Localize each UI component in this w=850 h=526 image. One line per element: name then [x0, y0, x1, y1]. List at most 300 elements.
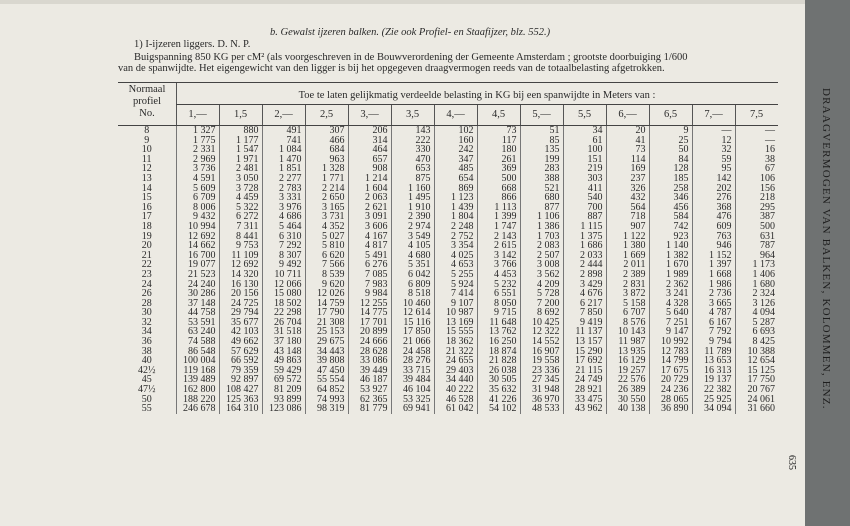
load-value: 21 828	[477, 356, 520, 366]
load-value: 4 817	[348, 241, 391, 251]
load-value: 84	[649, 155, 692, 165]
load-value: 185	[649, 174, 692, 184]
load-value: 3 354	[434, 241, 477, 251]
profile-number: 24	[141, 279, 152, 290]
load-value: 700	[563, 203, 606, 213]
load-value: 92 897	[219, 375, 262, 385]
table-row	[118, 241, 778, 251]
description-line-1: Buigspanning 850 KG per cM² (als voorgeschreven in de Bouwverordening der Gemeente Amsterdam ; grootste doorbuiging 1/600	[134, 52, 688, 63]
load-value: 46 528	[434, 395, 477, 405]
load-value: 74 588	[176, 337, 219, 347]
load-value: 540	[563, 193, 606, 203]
column-separator	[434, 105, 435, 126]
profile-number: 34	[141, 327, 152, 338]
load-value: 491	[262, 126, 305, 136]
load-value: 2 033	[563, 251, 606, 261]
load-value: 218	[735, 193, 778, 203]
load-value: 2 362	[649, 280, 692, 290]
span-column-label: 6,—	[618, 109, 637, 120]
load-value: 24 655	[434, 356, 477, 366]
load-value: 21 523	[176, 270, 219, 280]
load-value: 6 707	[606, 308, 649, 318]
load-value: 21 115	[563, 366, 606, 376]
load-value: 5 027	[305, 232, 348, 242]
load-value: 718	[606, 212, 649, 222]
load-value: 13 157	[563, 337, 606, 347]
load-value: 2 011	[606, 260, 649, 270]
load-value: 668	[477, 184, 520, 194]
load-value: 6 042	[391, 270, 434, 280]
load-value: 869	[434, 184, 477, 194]
page-edge	[0, 0, 805, 4]
load-value: 9 620	[305, 280, 348, 290]
column-separator	[520, 105, 521, 126]
load-value: 17 692	[563, 356, 606, 366]
load-value: 283	[520, 164, 563, 174]
load-value: 10 994	[176, 222, 219, 232]
load-value: 17 850	[391, 327, 434, 337]
profile-number: 17	[141, 212, 152, 222]
load-value: 24 725	[219, 299, 262, 309]
load-value: 2 389	[606, 270, 649, 280]
load-value: 2 752	[434, 232, 477, 242]
load-value: 1 382	[649, 251, 692, 261]
table-row	[118, 366, 778, 376]
load-value: 28 276	[391, 356, 434, 366]
load-value: 4 025	[434, 251, 477, 261]
load-value: 95	[692, 164, 735, 174]
profile-number: 23	[141, 269, 152, 280]
load-value: 30 550	[606, 395, 649, 405]
load-value: 12 026	[305, 289, 348, 299]
load-value: 18 502	[262, 299, 305, 309]
load-value: 46 187	[348, 375, 391, 385]
load-value: 9 419	[563, 318, 606, 328]
load-value: 6 551	[477, 289, 520, 299]
load-value: 8 006	[176, 203, 219, 213]
load-value: 466	[305, 136, 348, 146]
load-value: 964	[735, 251, 778, 261]
load-value: 4 459	[219, 193, 262, 203]
profile-number: 11	[141, 154, 152, 165]
load-value: 1 971	[219, 155, 262, 165]
load-value: 41	[606, 136, 649, 146]
load-value: 86 548	[176, 347, 219, 357]
load-value: 4 167	[348, 232, 391, 242]
load-value: 3 091	[348, 212, 391, 222]
load-value: 25 153	[305, 327, 348, 337]
load-value: 12 692	[176, 232, 219, 242]
load-value: 654	[434, 174, 477, 184]
column-separator	[735, 105, 736, 126]
load-value: 40 222	[434, 385, 477, 395]
load-value: 609	[692, 222, 735, 232]
column-separator	[477, 105, 478, 126]
load-value: 33 475	[563, 395, 606, 405]
load-value: 39 449	[348, 366, 391, 376]
load-value: 81 209	[262, 385, 305, 395]
load-value: 1 775	[176, 136, 219, 146]
load-value: 125 363	[219, 395, 262, 405]
load-value: 2 615	[477, 241, 520, 251]
load-value: 222	[391, 136, 434, 146]
load-value: 34 443	[305, 347, 348, 357]
load-value: 139 489	[176, 375, 219, 385]
load-value: 33 086	[348, 356, 391, 366]
load-value: 39 484	[391, 375, 434, 385]
table-row	[118, 174, 778, 184]
span-column-label: 1,—	[188, 109, 207, 120]
load-value: 4 094	[735, 308, 778, 318]
load-value: 114	[606, 155, 649, 165]
load-value: 3 976	[262, 203, 305, 213]
load-value: 26 704	[262, 318, 305, 328]
load-value: 12 654	[735, 356, 778, 366]
load-value: 3 562	[520, 270, 563, 280]
load-value: 1 851	[262, 164, 305, 174]
col-header-profile: Normaal profiel No.	[128, 84, 166, 119]
load-value: 15 290	[563, 347, 606, 357]
table-row	[118, 155, 778, 165]
load-value: 369	[477, 164, 520, 174]
load-value: 28 921	[563, 385, 606, 395]
load-value: 1 380	[606, 241, 649, 251]
load-value: 14 759	[305, 299, 348, 309]
load-value: 17 701	[348, 318, 391, 328]
load-value: 16 907	[520, 347, 563, 357]
load-value: 57 629	[219, 347, 262, 357]
span-column-label: 3,5	[405, 109, 420, 120]
load-value: 5 640	[649, 308, 692, 318]
load-value: 4 591	[176, 174, 219, 184]
load-value: 1 122	[606, 232, 649, 242]
load-value: 24 666	[348, 337, 391, 347]
span-column-label: 4,5	[491, 109, 506, 120]
table-row	[118, 270, 778, 280]
load-value: 8 441	[219, 232, 262, 242]
load-value: 59	[692, 155, 735, 165]
table-row	[118, 222, 778, 232]
profile-number: 19	[141, 231, 152, 242]
column-separator	[563, 105, 564, 126]
load-value: 1 386	[520, 222, 563, 232]
load-value: 1 804	[434, 212, 477, 222]
page-number: 635	[786, 455, 797, 470]
load-value: 135	[520, 145, 563, 155]
load-value: 81 779	[348, 404, 391, 414]
load-value: 276	[692, 193, 735, 203]
load-value: 59 429	[262, 366, 305, 376]
column-separator	[649, 105, 650, 126]
load-value: 1 173	[735, 260, 778, 270]
load-value: 31 518	[262, 327, 305, 337]
load-value: 34 440	[434, 375, 477, 385]
span-column-label: 7,—	[704, 109, 723, 120]
load-value: 3 050	[219, 174, 262, 184]
load-value: 742	[649, 222, 692, 232]
load-value: 20 767	[735, 385, 778, 395]
profile-number: 20	[141, 241, 152, 251]
column-separator	[391, 105, 392, 126]
load-value: 307	[305, 126, 348, 136]
load-value: 93 899	[262, 395, 305, 405]
load-value: 36 970	[520, 395, 563, 405]
load-value: 14 662	[176, 241, 219, 251]
column-separator	[305, 105, 306, 126]
load-value: 13 935	[606, 347, 649, 357]
load-value: 564	[606, 203, 649, 213]
load-value: 100 004	[176, 356, 219, 366]
load-value: 684	[305, 145, 348, 155]
load-value: 24 236	[649, 385, 692, 395]
load-value: 464	[348, 145, 391, 155]
load-value: 5 232	[477, 280, 520, 290]
span-column-label: 1,5	[233, 109, 248, 120]
load-value: 2 969	[176, 155, 219, 165]
table-row	[118, 193, 778, 203]
load-value: 584	[649, 212, 692, 222]
load-value: 20 729	[649, 375, 692, 385]
load-value: 2 507	[520, 251, 563, 261]
load-value: 6 809	[391, 280, 434, 290]
load-value: 63 240	[176, 327, 219, 337]
load-value: 500	[477, 174, 520, 184]
load-value: 5 322	[219, 203, 262, 213]
column-separator	[219, 105, 220, 126]
load-value: 62 365	[348, 395, 391, 405]
span-column-label: 3,—	[360, 109, 379, 120]
load-value: 43 962	[563, 404, 606, 414]
load-value: 66 592	[219, 356, 262, 366]
load-value: 24 061	[735, 395, 778, 405]
load-value: 19 137	[692, 375, 735, 385]
table-row	[118, 280, 778, 290]
load-value: 69 941	[391, 404, 434, 414]
load-value: 9	[649, 126, 692, 136]
load-value: 521	[520, 184, 563, 194]
load-value: 432	[606, 193, 649, 203]
table-row	[118, 289, 778, 299]
load-value: 1 703	[520, 232, 563, 242]
load-value: 6 310	[262, 232, 305, 242]
load-value: 37 148	[176, 299, 219, 309]
load-value: 8 050	[477, 299, 520, 309]
load-value: 17 750	[735, 375, 778, 385]
load-value: 12 322	[520, 327, 563, 337]
load-value: 19 558	[520, 356, 563, 366]
load-value: 1 140	[649, 241, 692, 251]
load-value: 7 200	[520, 299, 563, 309]
load-value: 2 444	[563, 260, 606, 270]
load-value: 1 670	[649, 260, 692, 270]
load-value: 7 251	[649, 318, 692, 328]
load-value: 2 481	[219, 164, 262, 174]
load-value: 9 432	[176, 212, 219, 222]
load-value: 206	[348, 126, 391, 136]
load-value: 4 653	[434, 260, 477, 270]
section-subtitle: b. Gewalst ijzeren balken. (Zie ook Profiel- en Staafijzer, blz. 552.)	[270, 27, 551, 38]
description-line-2: van de spanwijdte. Het eigengewicht van den ligger is bij het opgegeven draagvermogen reeds van de totaalbelasting afgetrokken.	[118, 63, 665, 74]
load-value: 9 492	[262, 260, 305, 270]
load-value: 12 614	[391, 308, 434, 318]
load-value: 9 794	[692, 337, 735, 347]
section-title: 1) I-ijzeren liggers. D. N. P.	[134, 39, 251, 50]
load-value: 21 066	[391, 337, 434, 347]
load-value: 3 731	[305, 212, 348, 222]
load-value: 1 397	[692, 260, 735, 270]
load-value: 37 180	[262, 337, 305, 347]
load-value: 1 160	[391, 184, 434, 194]
load-value: 246 678	[176, 404, 219, 414]
load-value: 1 747	[477, 222, 520, 232]
table-row	[118, 356, 778, 366]
load-value: 6 167	[692, 318, 735, 328]
load-value: 3 165	[305, 203, 348, 213]
load-value: 27 345	[520, 375, 563, 385]
load-value: 4 686	[262, 212, 305, 222]
load-value: 13 169	[434, 318, 477, 328]
load-value: 24 749	[563, 375, 606, 385]
load-value: 61	[563, 136, 606, 146]
load-value: 10 425	[520, 318, 563, 328]
load-value: 29 794	[219, 308, 262, 318]
load-value: 7 850	[563, 308, 606, 318]
load-value: 14 552	[520, 337, 563, 347]
load-value: 24 240	[176, 280, 219, 290]
load-value: 2 063	[348, 193, 391, 203]
load-value: 4 328	[649, 299, 692, 309]
load-value: 29 403	[434, 366, 477, 376]
load-value: 1 106	[520, 212, 563, 222]
load-table	[118, 126, 778, 414]
table-row	[118, 212, 778, 222]
load-value: 26 389	[606, 385, 649, 395]
running-title: DRAAGVERMOGEN VAN BALKEN, KOLOMMEN, ENZ.	[820, 88, 832, 410]
load-value: 1 084	[262, 145, 305, 155]
load-value: 5 491	[348, 251, 391, 261]
load-value: 43 148	[262, 347, 305, 357]
load-value: 35 632	[477, 385, 520, 395]
load-value: 19 257	[606, 366, 649, 376]
profile-number: 21	[141, 250, 152, 261]
load-value: 28 628	[348, 347, 391, 357]
load-value: 8 539	[305, 270, 348, 280]
load-value: 9 984	[348, 289, 391, 299]
load-value: 657	[348, 155, 391, 165]
load-value: 180	[477, 145, 520, 155]
load-value: 51	[520, 126, 563, 136]
load-value: 219	[563, 164, 606, 174]
load-value: 7 566	[305, 260, 348, 270]
load-value: 49 863	[262, 356, 305, 366]
table-row	[118, 136, 778, 146]
load-value: 456	[649, 203, 692, 213]
load-value: 16 130	[219, 280, 262, 290]
load-value: 79 359	[219, 366, 262, 376]
load-value: 48 533	[520, 404, 563, 414]
load-value: 5 464	[262, 222, 305, 232]
load-value: 5 287	[735, 318, 778, 328]
load-value: 117	[477, 136, 520, 146]
table-row	[118, 318, 778, 328]
load-value: 3 429	[563, 280, 606, 290]
load-value: 22 298	[262, 308, 305, 318]
load-value: 3 736	[176, 164, 219, 174]
load-value: 20 156	[219, 289, 262, 299]
load-value: 866	[477, 193, 520, 203]
load-value: 18 362	[434, 337, 477, 347]
load-value: 25	[649, 136, 692, 146]
load-value: 8 692	[520, 308, 563, 318]
load-value: 151	[563, 155, 606, 165]
load-value: 1 328	[305, 164, 348, 174]
load-value: 1 470	[262, 155, 305, 165]
load-value: 85	[520, 136, 563, 146]
load-value: 199	[520, 155, 563, 165]
load-value: 6 272	[219, 212, 262, 222]
load-value: 10 388	[735, 347, 778, 357]
load-value: 4 352	[305, 222, 348, 232]
load-value: 295	[735, 203, 778, 213]
load-value: 34 094	[692, 404, 735, 414]
table-row	[118, 308, 778, 318]
load-value: 31 660	[735, 404, 778, 414]
load-value: 1 910	[391, 203, 434, 213]
load-value: 4 209	[520, 280, 563, 290]
table-top-rule	[118, 82, 778, 83]
load-value: 2 248	[434, 222, 477, 232]
load-value: 946	[692, 241, 735, 251]
load-value: 50	[649, 145, 692, 155]
table-row	[118, 232, 778, 242]
load-value: 330	[391, 145, 434, 155]
load-value: 5 810	[305, 241, 348, 251]
load-value: 35 677	[219, 318, 262, 328]
load-value: 7 311	[219, 222, 262, 232]
load-value: 16	[735, 145, 778, 155]
load-value: 16 250	[477, 337, 520, 347]
load-value: 7 292	[262, 241, 305, 251]
span-column-label: 5,5	[577, 109, 592, 120]
span-column-label: 2,—	[274, 109, 293, 120]
load-value: 11 648	[477, 318, 520, 328]
table-row	[118, 347, 778, 357]
load-value: 631	[735, 232, 778, 242]
load-value: 8 576	[606, 318, 649, 328]
span-column-label: 6,5	[663, 109, 678, 120]
load-value: 1 686	[563, 241, 606, 251]
load-value: 2 214	[305, 184, 348, 194]
load-value: 18 874	[477, 347, 520, 357]
load-value: 98 319	[305, 404, 348, 414]
load-value: 1 399	[477, 212, 520, 222]
load-value: 5 351	[391, 260, 434, 270]
table-row	[118, 404, 778, 414]
profile-number: 28	[141, 298, 152, 309]
load-value: 55 554	[305, 375, 348, 385]
load-value: 3 008	[520, 260, 563, 270]
span-column-label: 4,—	[446, 109, 465, 120]
load-value: 40 138	[606, 404, 649, 414]
load-value: 13 653	[692, 356, 735, 366]
load-value: 923	[649, 232, 692, 242]
load-value: 3 241	[649, 289, 692, 299]
load-value: 875	[391, 174, 434, 184]
load-value: 123 086	[262, 404, 305, 414]
load-value: 1 604	[348, 184, 391, 194]
load-value: 128	[649, 164, 692, 174]
load-value: 2 650	[305, 193, 348, 203]
